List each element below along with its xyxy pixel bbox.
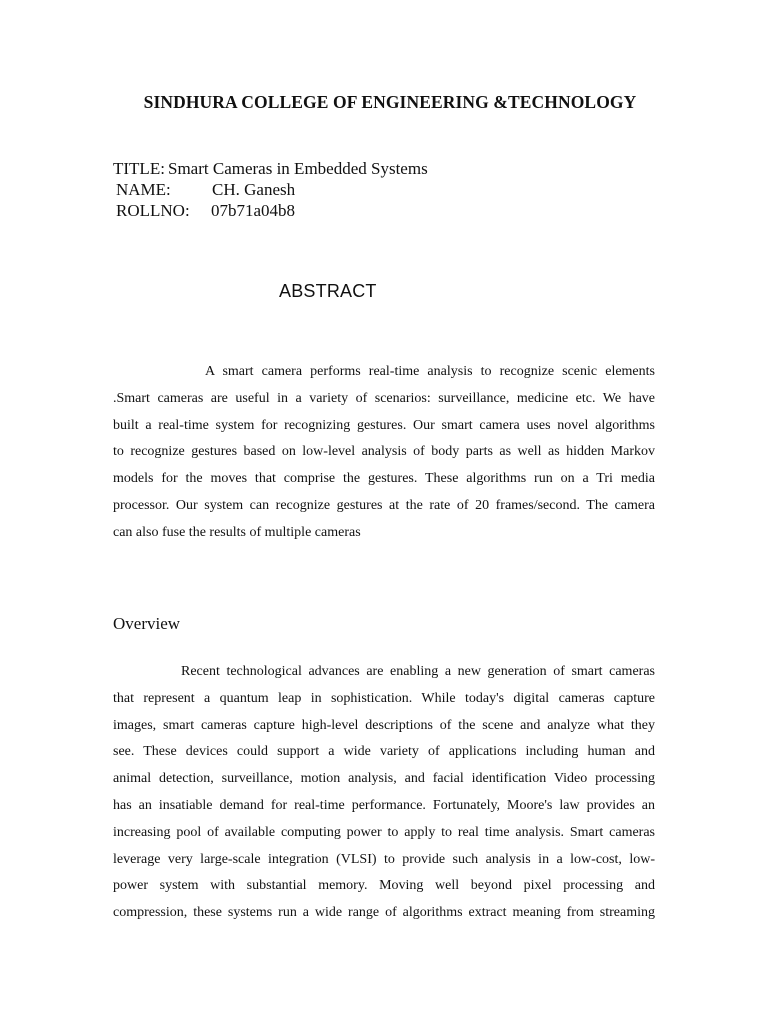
- paragraph-line: power system with substantial memory. Moving well beyond pixel processing and: [113, 878, 655, 894]
- college-heading: SINDHURA COLLEGE OF ENGINEERING &TECHNOLOGY: [143, 92, 637, 112]
- paragraph-line: Recent technological advances are enabling a new generation of smart cameras: [181, 664, 655, 679]
- meta-name-row: [113, 179, 428, 200]
- meta-name-value: CH. Ganesh: [212, 180, 296, 199]
- paragraph-line: built a real-time system for recognizing gestures. Our smart camera uses novel algorithms: [113, 417, 655, 433]
- paragraph-line: leverage very large-scale integration (VLSI) to provide such analysis in a low-cost, low-: [113, 851, 655, 867]
- meta-title-row: [113, 158, 428, 179]
- paragraph-line: see. These devices could support a wide variety of applications including human and: [113, 744, 655, 760]
- paragraph-line: A smart camera performs real-time analysis to recognize scenic elements: [205, 364, 655, 379]
- overview-paragraph: [113, 659, 655, 927]
- meta-title-value: Smart Cameras in Embedded Systems: [168, 159, 428, 178]
- overview-heading: Overview: [113, 614, 181, 633]
- paragraph-line: increasing pool of available computing power to apply to real time analysis. Smart cameras: [113, 824, 655, 840]
- paragraph-line: to recognize gestures based on low-level analysis of body parts as well as hidden Markov: [113, 444, 655, 460]
- paragraph-line: processor. Our system can recognize gestures at the rate of 20 frames/second. The camera: [113, 497, 655, 513]
- paragraph-line: has an insatiable demand for real-time performance. Fortunately, Moore's law provides an: [113, 797, 655, 813]
- meta-roll-row: [113, 200, 428, 221]
- paragraph-line: images, smart cameras capture high-level descriptions of the scene and analyze what they: [113, 717, 655, 733]
- document-meta: [113, 158, 428, 221]
- abstract-paragraph: [113, 359, 655, 547]
- paragraph-line: models for the moves that comprise the gestures. These algorithms run on a Tri media: [113, 471, 655, 487]
- meta-title-label: TITLE:: [113, 159, 165, 178]
- meta-roll-label: ROLLNO:: [116, 201, 190, 220]
- abstract-heading: ABSTRACT: [279, 281, 377, 301]
- meta-name-label: NAME:: [116, 180, 171, 199]
- paragraph-line: compression, these systems run a wide range of algorithms extract meaning from streaming: [113, 905, 655, 921]
- meta-roll-value: 07b71a04b8: [211, 201, 296, 220]
- paragraph-line: that represent a quantum leap in sophistication. While today's digital cameras capture: [113, 690, 655, 706]
- paragraph-line: animal detection, surveillance, motion analysis, and facial identification Video processing: [113, 771, 655, 787]
- paragraph-line: can also fuse the results of multiple cameras: [113, 524, 361, 540]
- paragraph-line: .Smart cameras are useful in a variety of scenarios: surveillance, medicine etc. We have: [113, 390, 655, 406]
